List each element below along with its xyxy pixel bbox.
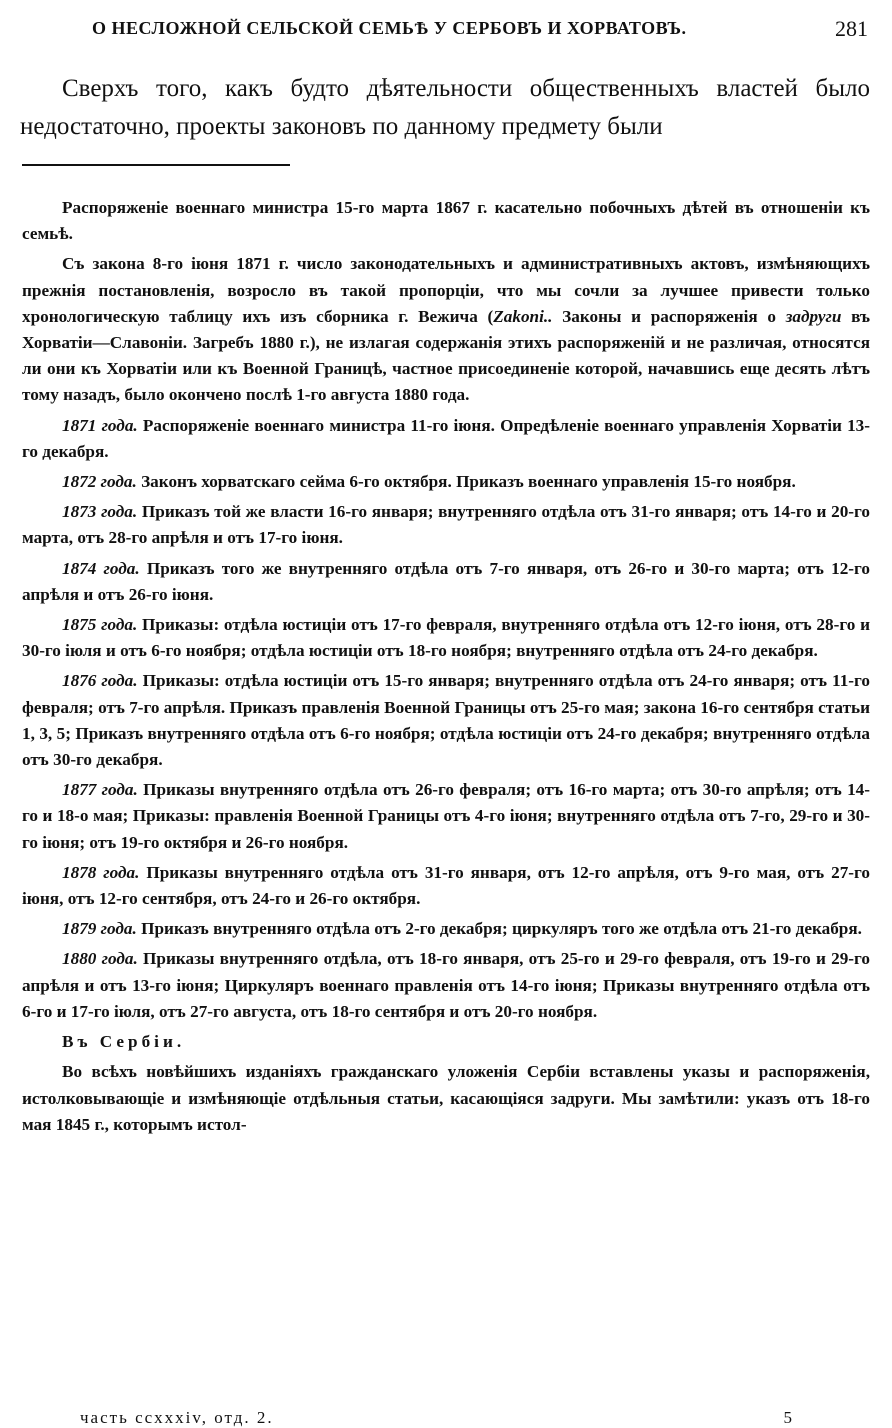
footnote-text: Съ закона 8-го іюня 1871 г. число законодательныхъ и административныхъ актовъ, измѣняющихъ прежнія постановленія, возросло въ такой пропорціи, что мы сочли за лучшее привести только хронологическую таблицу ихъ изъ сборника г. Вежича ( [22,254,870,326]
footnote-italic: Zakoni.. [493,306,553,326]
year-entry [22,413,870,465]
year-text: Приказъ того же внутренняго отдѣла отъ 7-го января, отъ 26-го и 30-го марта; отъ 12-го апрѣля и отъ 26-го іюня. [22,558,870,604]
signature-mark: 5 [783,1408,792,1427]
year-label: 1879 года. [62,919,137,939]
year-text: Приказы внутренняго отдѣла отъ 26-го февраля; отъ 16-го марта; отъ 30-го апрѣля; отъ 14-го и 18-о мая; Приказы: правленія Военной Границы отъ 4-го іюня; внутренняго отдѣла отъ 7-го, 29-го и 30-го іюня; отъ 19-го октября и 26-го ноября. [22,780,870,852]
year-entry [22,860,870,912]
year-entry [22,668,870,773]
footnote-paragraph: Распоряженіе военнаго министра 15-го марта 1867 г. касательно побочныхъ дѣтей въ отношеніи къ семьѣ. [22,198,870,244]
footnote-text: Законы и распоряженія о [552,306,786,326]
footnote-paragraph [22,251,870,408]
year-entry [22,499,870,551]
year-text: Приказы: отдѣла юстиціи отъ 17-го февраля, внутренняго отдѣла отъ 12-го іюня, отъ 28-го и 30-го іюля и отъ 6-го ноября; отдѣла юстиціи отъ 18-го ноября; внутренняго отдѣла отъ 24-го декабря. [22,615,870,661]
year-label: 1876 года. [62,671,138,691]
serbia-heading: Въ Сербіи. [62,1032,186,1052]
page-header [0,18,892,48]
year-entry [22,916,870,942]
year-text: Приказы внутренняго отдѣла, отъ 18-го января, отъ 25-го и 29-го февраля, отъ 19-го и 29-го апрѣля и отъ 13-го іюня; Циркуляръ военнаго правленія отъ 14-го іюня; Приказы внутренняго отдѣла отъ 6-го и 17-го іюля, отъ 27-го августа, отъ 18-го сентября и отъ 20-го ноября. [22,949,870,1021]
year-text: Распоряженіе военнаго министра 11-го іюня. Опредѣленіе военнаго управленія Хорватіи 13-го декабря. [22,415,870,461]
year-text: Приказъ внутренняго отдѣла отъ 2-го декабря; циркуляръ того же отдѣла отъ 21-го декабря. [136,919,862,939]
year-text: Законъ хорватскаго сейма 6-го октября. Приказъ военнаго управленія 15-го ноября. [136,472,796,492]
year-label: 1871 года. [62,415,138,435]
year-label: 1874 года. [62,558,140,578]
year-entry [22,612,870,664]
footnote-text: въ Хорватіи—Славоніи. Загребъ 1880 г.), не излагая содержанія этихъ распоряженій и не различая, относятся ли они къ Хорватіи или къ Военной Границѣ, частное присоединеніе которой, начавшись еще десять лѣтъ тому назадъ, было окончено послѣ 1-го августа 1880 года. [22,306,871,405]
year-label: 1875 года. [62,615,138,635]
footnote-separator [22,164,290,166]
year-entry [22,556,870,608]
footnote-italic: задруги [785,306,842,326]
page-footer [80,1408,832,1428]
year-text: Приказы: отдѣла юстиціи отъ 15-го января; внутренняго отдѣла отъ 24-го января; отъ 11-го февраля; отъ 7-го апрѣля. Приказъ правленія Военной Границы отъ 25-го мая; закона 16-го сентября статьи 1, 3, 5; Приказъ внутренняго отдѣла отъ 6-го ноября; отдѣла юстиціи отъ 24-го декабря; внутренняго отдѣла отъ 30-го декабря. [22,671,870,770]
year-label: 1873 года. [62,502,138,522]
footnotes [22,195,870,1142]
year-entry [22,469,870,495]
year-entry [22,946,870,1025]
year-entry [22,777,870,856]
year-label: 1878 года. [62,862,140,882]
serbia-paragraph: Во всѣхъ новѣйшихъ изданіяхъ гражданскаго уложенія Сербіи вставлены указы и распоряженія, истолковывающіе и измѣняющіе отдѣльныя статьи, касающіяся задруги. Мы замѣтили: указъ отъ 18-го мая 1845 г., которымъ истол- [22,1062,870,1134]
year-label: 1877 года. [62,780,138,800]
year-label: 1872 года. [62,472,137,492]
signature-line: часть ccxxxiv, отд. 2. [80,1408,274,1427]
year-text: Приказъ той же власти 16-го января; внутренняго отдѣла отъ 31-го января; отъ 14-го и 20-го марта, отъ 28-го апрѣля и отъ 17-го іюня. [22,502,870,548]
main-text: Сверхъ того, какъ будто дѣятельности общественныхъ властей было недостаточно, проекты законовъ по данному предмету были [20,75,870,140]
year-label: 1880 года. [62,949,138,969]
year-text: Приказы внутренняго отдѣла отъ 31-го января, отъ 12-го апрѣля, отъ 9-го мая, отъ 27-го іюня, отъ 12-го сентября, отъ 24-го и 26-го октября. [22,862,870,909]
page-number: 281 [835,16,868,41]
running-title: О НЕСЛОЖНОЙ СЕЛЬСКОЙ СЕМЬѢ У СЕРБОВЪ И ХОРВАТОВЪ. [92,18,687,38]
